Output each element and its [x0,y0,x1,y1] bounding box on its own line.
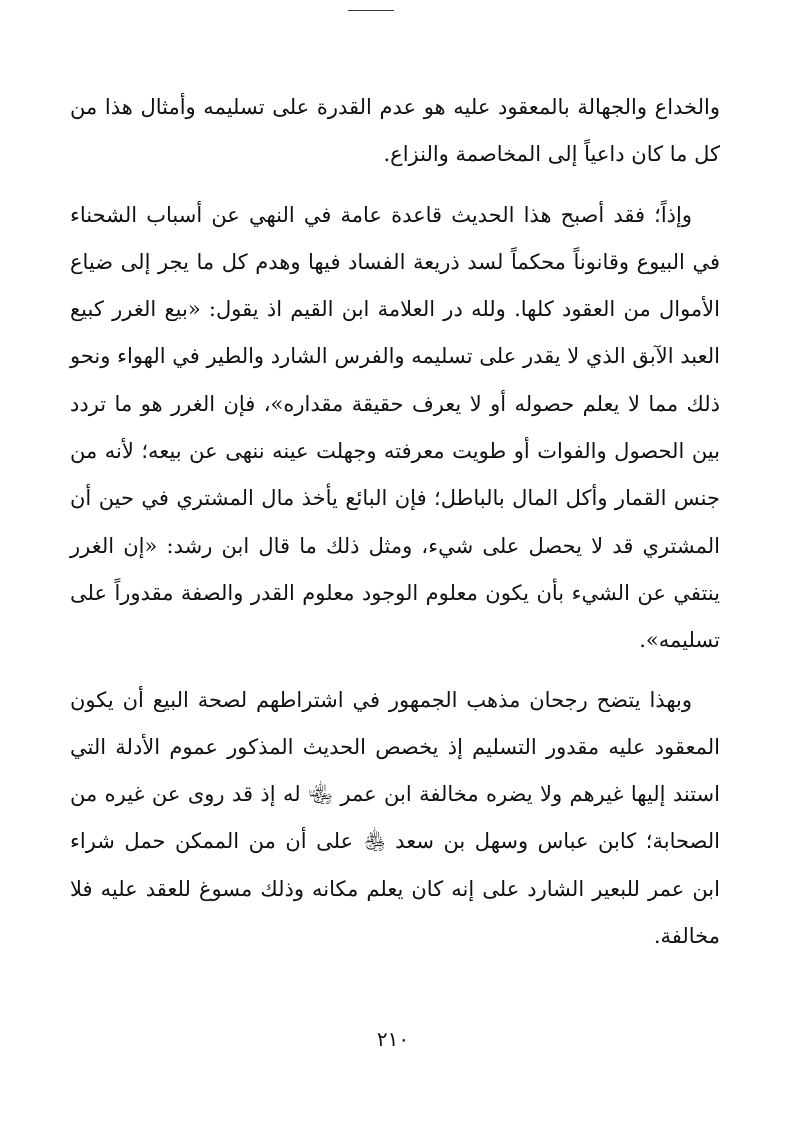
paragraph-2-text: وإذاً؛ فقد أصبح هذا الحديث قاعدة عامة في النهي عن أسباب الشحناء في البيوع وقانوناً محكماً لسد ذريعة الفساد فيها وهدم كل ما يجر إلى ضياع الأموال من العقود كلها. ولله در العلامة ابن القيم اذ يقول: «بيع الغرر كبيع العبد الآبق الذي لا يقدر على تسليمه والفرس الشارد والطير في الهواء ونحو ذلك مما لا يعلم حصوله أو لا يعرف حقيقة مقداره»، فإن الغرر هو ما تردد بين الحصول والفوات أو طويت معرفته وجهلت عينه ننهى عن بيعه؛ لأنه من جنس القمار وأكل المال بالباطل؛ فإن البائع يأخذ مال المشتري في حين أن المشتري قد لا يحصل على شيء، ومثل ذلك ما قال ابن رشد: «إن الغرر ينتفي عن الشيء بأن يكون معلوم الوجود معلوم القدر والصفة مقدوراً على تسليمه». [70,202,720,653]
paragraph-3-text: وبهذا يتضح رجحان مذهب الجمهور في اشتراطهم لصحة البيع أن يكون المعقود عليه مقدور التسليم إذ يخصص الحديث المذكور عموم الأدلة التي استند إليها غيرهم ولا يضره مخالفة ابن عمر ﵄ له إذ قد روى عن غيره من الصحابة؛ كابن عباس وسهل بن سعد ﵃ على أن من الممكن حمل شراء ابن عمر للبعير الشارد على إنه كان يعلم مكانه وذلك مسوغ للعقد عليه فلا مخالفة. [70,687,720,949]
paragraph-1: والخداع والجهالة بالمعقود عليه هو عدم القدرة على تسليمه وأمثال هذا من كل ما كان داعياً إلى المخاصمة والنزاع. [70,95,720,167]
paragraph-2 [70,192,720,665]
body-text [70,84,720,960]
page-number: ٢١٠ [376,1027,410,1051]
top-divider [348,10,394,11]
paragraph-3 [70,677,720,961]
